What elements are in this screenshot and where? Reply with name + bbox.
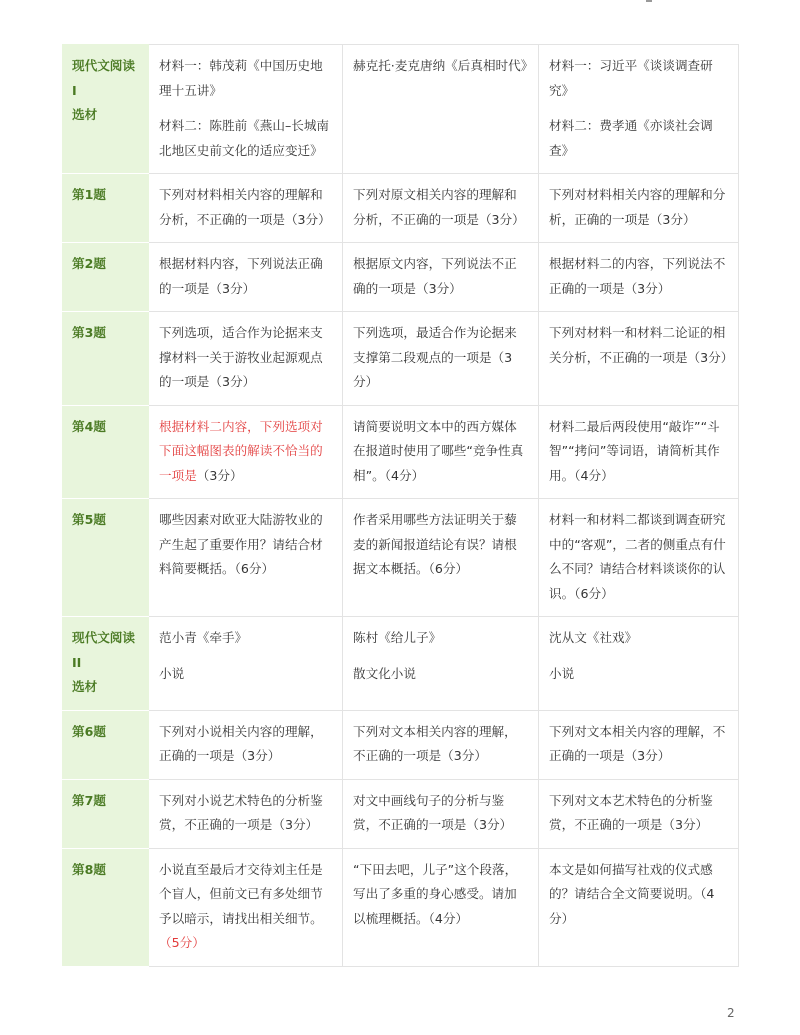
highlighted-score: （5分） (159, 935, 205, 950)
row-header-line: 选材 (72, 679, 98, 694)
cell-text: 哪些因素对欧亚大陆游牧业的产生起了重要作用？请结合材料简要概括。（6分） (159, 512, 323, 576)
row-header-line: 第6题 (72, 723, 106, 739)
cell-text: 作者采用哪些方法证明关于藜麦的新闻报道结论有误？请根据文本概括。（6分） (353, 512, 517, 576)
cell-text: 散文化小说 (353, 665, 416, 681)
paragraph-gap (549, 651, 729, 662)
row-header (63, 848, 149, 966)
cell-text: 下列选项，最适合作为论据来支撑第二段观点的一项是（3分） (353, 325, 517, 389)
row-header-line: 第4题 (72, 418, 106, 434)
cell-text: 小说 (159, 665, 185, 681)
row-header (63, 312, 149, 406)
table-cell (149, 174, 343, 243)
table-cell (343, 848, 539, 966)
table-cell (149, 779, 343, 848)
row-header-line: II (72, 654, 82, 670)
row-header (63, 617, 149, 711)
table-cell (149, 243, 343, 312)
cell-text: 沈从文《社戏》 (549, 630, 638, 645)
cell-text: 下列对材料一和材料二论证的相关分析，不正确的一项是（3分） (549, 325, 734, 365)
paragraph-gap (549, 103, 729, 114)
row-header (63, 499, 149, 617)
table-cell (539, 848, 739, 966)
cell-text: “下田去吧，儿子”这个段落，写出了多重的身心感受。请加以梳理概括。（4分） (353, 861, 518, 926)
cell-text: 材料二最后两段使用“敲诈”“斗智”“拷问”等词语，请简析其作用。（4分） (549, 418, 720, 483)
table-cell (149, 617, 343, 711)
table-row (63, 779, 739, 848)
table-cell (539, 405, 739, 499)
row-header (63, 243, 149, 312)
table-cell (539, 499, 739, 617)
row-header-line: 第8题 (72, 861, 106, 877)
row-header (63, 779, 149, 848)
cell-text: 下列对原文相关内容的理解和分析，不正确的一项是（3分） (353, 187, 525, 227)
cell-text: （3分） (196, 467, 243, 483)
paragraph-gap (159, 103, 333, 114)
table-row (63, 243, 739, 312)
top-edge-mark (646, 0, 652, 2)
cell-text: 小说直至最后才交待刘主任是个盲人，但前文已有多处细节予以暗示，请找出相关细节。 (159, 861, 323, 926)
cell-text: 材料一和材料二都谈到调查研究中的“客观”，二者的侧重点有什么不同？请结合材料谈谈你的认识。（6分） (549, 512, 726, 601)
table-cell (149, 710, 343, 779)
table-cell (343, 45, 539, 174)
cell-text: 下列对小说艺术特色的分析鉴赏，不正确的一项是（3分） (159, 792, 323, 832)
row-header-line: 第3题 (72, 325, 106, 340)
table-cell (149, 312, 343, 406)
cell-text: 材料一：韩茂莉《中国历史地理十五讲》 (159, 58, 323, 98)
row-header-line: 第2题 (72, 256, 106, 271)
cell-text: 下列对文本相关内容的理解，不正确的一项是（3分） (549, 723, 726, 763)
cell-text: 请简要说明文本中的西方媒体在报道时使用了哪些“竞争性真相”。（4分） (353, 418, 524, 483)
table-cell (343, 312, 539, 406)
table-row (63, 617, 739, 711)
comparison-table (62, 44, 739, 967)
table-cell (343, 405, 539, 499)
cell-text: 材料一：习近平《谈谈调查研究》 (549, 58, 713, 98)
row-header-line: 第1题 (72, 187, 106, 202)
paragraph-gap (159, 651, 333, 662)
table-cell (343, 243, 539, 312)
row-header (63, 45, 149, 174)
table-cell (539, 45, 739, 174)
table-cell (539, 243, 739, 312)
table-row (63, 710, 739, 779)
cell-text: 下列选项，适合作为论据来支撑材料一关于游牧业起源观点的一项是（3分） (159, 325, 323, 389)
cell-text: 下列对小说相关内容的理解，正确的一项是（3分） (159, 723, 323, 763)
highlighted-text: 根据材料二内容，下列选项对下面这幅图表的解读不恰当的一项是 (159, 418, 323, 483)
table-cell (343, 499, 539, 617)
table-row (63, 174, 739, 243)
row-header (63, 710, 149, 779)
page-number: 2 (727, 1006, 735, 1020)
table-row (63, 405, 739, 499)
table-cell (539, 312, 739, 406)
row-header-line: 第5题 (72, 512, 106, 527)
cell-text: 根据原文内容，下列说法不正确的一项是（3分） (353, 256, 517, 296)
cell-text: 陈村《给儿子》 (353, 630, 442, 645)
table-body (63, 45, 739, 967)
table-cell (343, 174, 539, 243)
table-row (63, 45, 739, 174)
table-row (63, 848, 739, 966)
table-cell (149, 499, 343, 617)
table-cell (149, 405, 343, 499)
row-header (63, 174, 149, 243)
table-cell (343, 710, 539, 779)
cell-text: 根据材料二的内容，下列说法不正确的一项是（3分） (549, 256, 726, 296)
cell-text: 赫克托·麦克唐纳《后真相时代》 (353, 58, 534, 73)
cell-text: 下列对文本相关内容的理解，不正确的一项是（3分） (353, 723, 517, 763)
table-cell (343, 779, 539, 848)
cell-text: 材料二：费孝通《亦谈社会调查》 (549, 118, 713, 158)
table-row (63, 312, 739, 406)
row-header (63, 405, 149, 499)
table-cell (539, 617, 739, 711)
cell-text: 小说 (549, 665, 575, 681)
cell-text: 下列对材料相关内容的理解和分析，不正确的一项是（3分） (159, 187, 331, 227)
row-header-line: I (72, 82, 77, 98)
cell-text: 本文是如何描写社戏的仪式感的？请结合全文简要说明。（4分） (549, 861, 715, 926)
table-cell (539, 779, 739, 848)
row-header-line: 第7题 (72, 792, 106, 808)
paragraph-gap (353, 651, 529, 662)
table-row (63, 499, 739, 617)
table-cell (343, 617, 539, 711)
row-header-line: 现代文阅读 (72, 630, 135, 645)
row-header-line: 选材 (72, 107, 98, 122)
cell-text: 范小青《牵手》 (159, 630, 248, 645)
table-cell (149, 45, 343, 174)
cell-text: 下列对材料相关内容的理解和分析，正确的一项是（3分） (549, 187, 726, 227)
row-header-line: 现代文阅读 (72, 58, 135, 73)
table-cell (149, 848, 343, 966)
table-cell (539, 710, 739, 779)
comparison-table-container (62, 44, 738, 967)
cell-text: 下列对文本艺术特色的分析鉴赏，不正确的一项是（3分） (549, 792, 713, 832)
cell-text: 对文中画线句子的分析与鉴赏，不正确的一项是（3分） (353, 792, 513, 832)
cell-text: 材料二：陈胜前《燕山–长城南北地区史前文化的适应变迁》 (159, 118, 330, 158)
cell-text: 根据材料内容，下列说法正确的一项是（3分） (159, 256, 323, 296)
table-cell (539, 174, 739, 243)
